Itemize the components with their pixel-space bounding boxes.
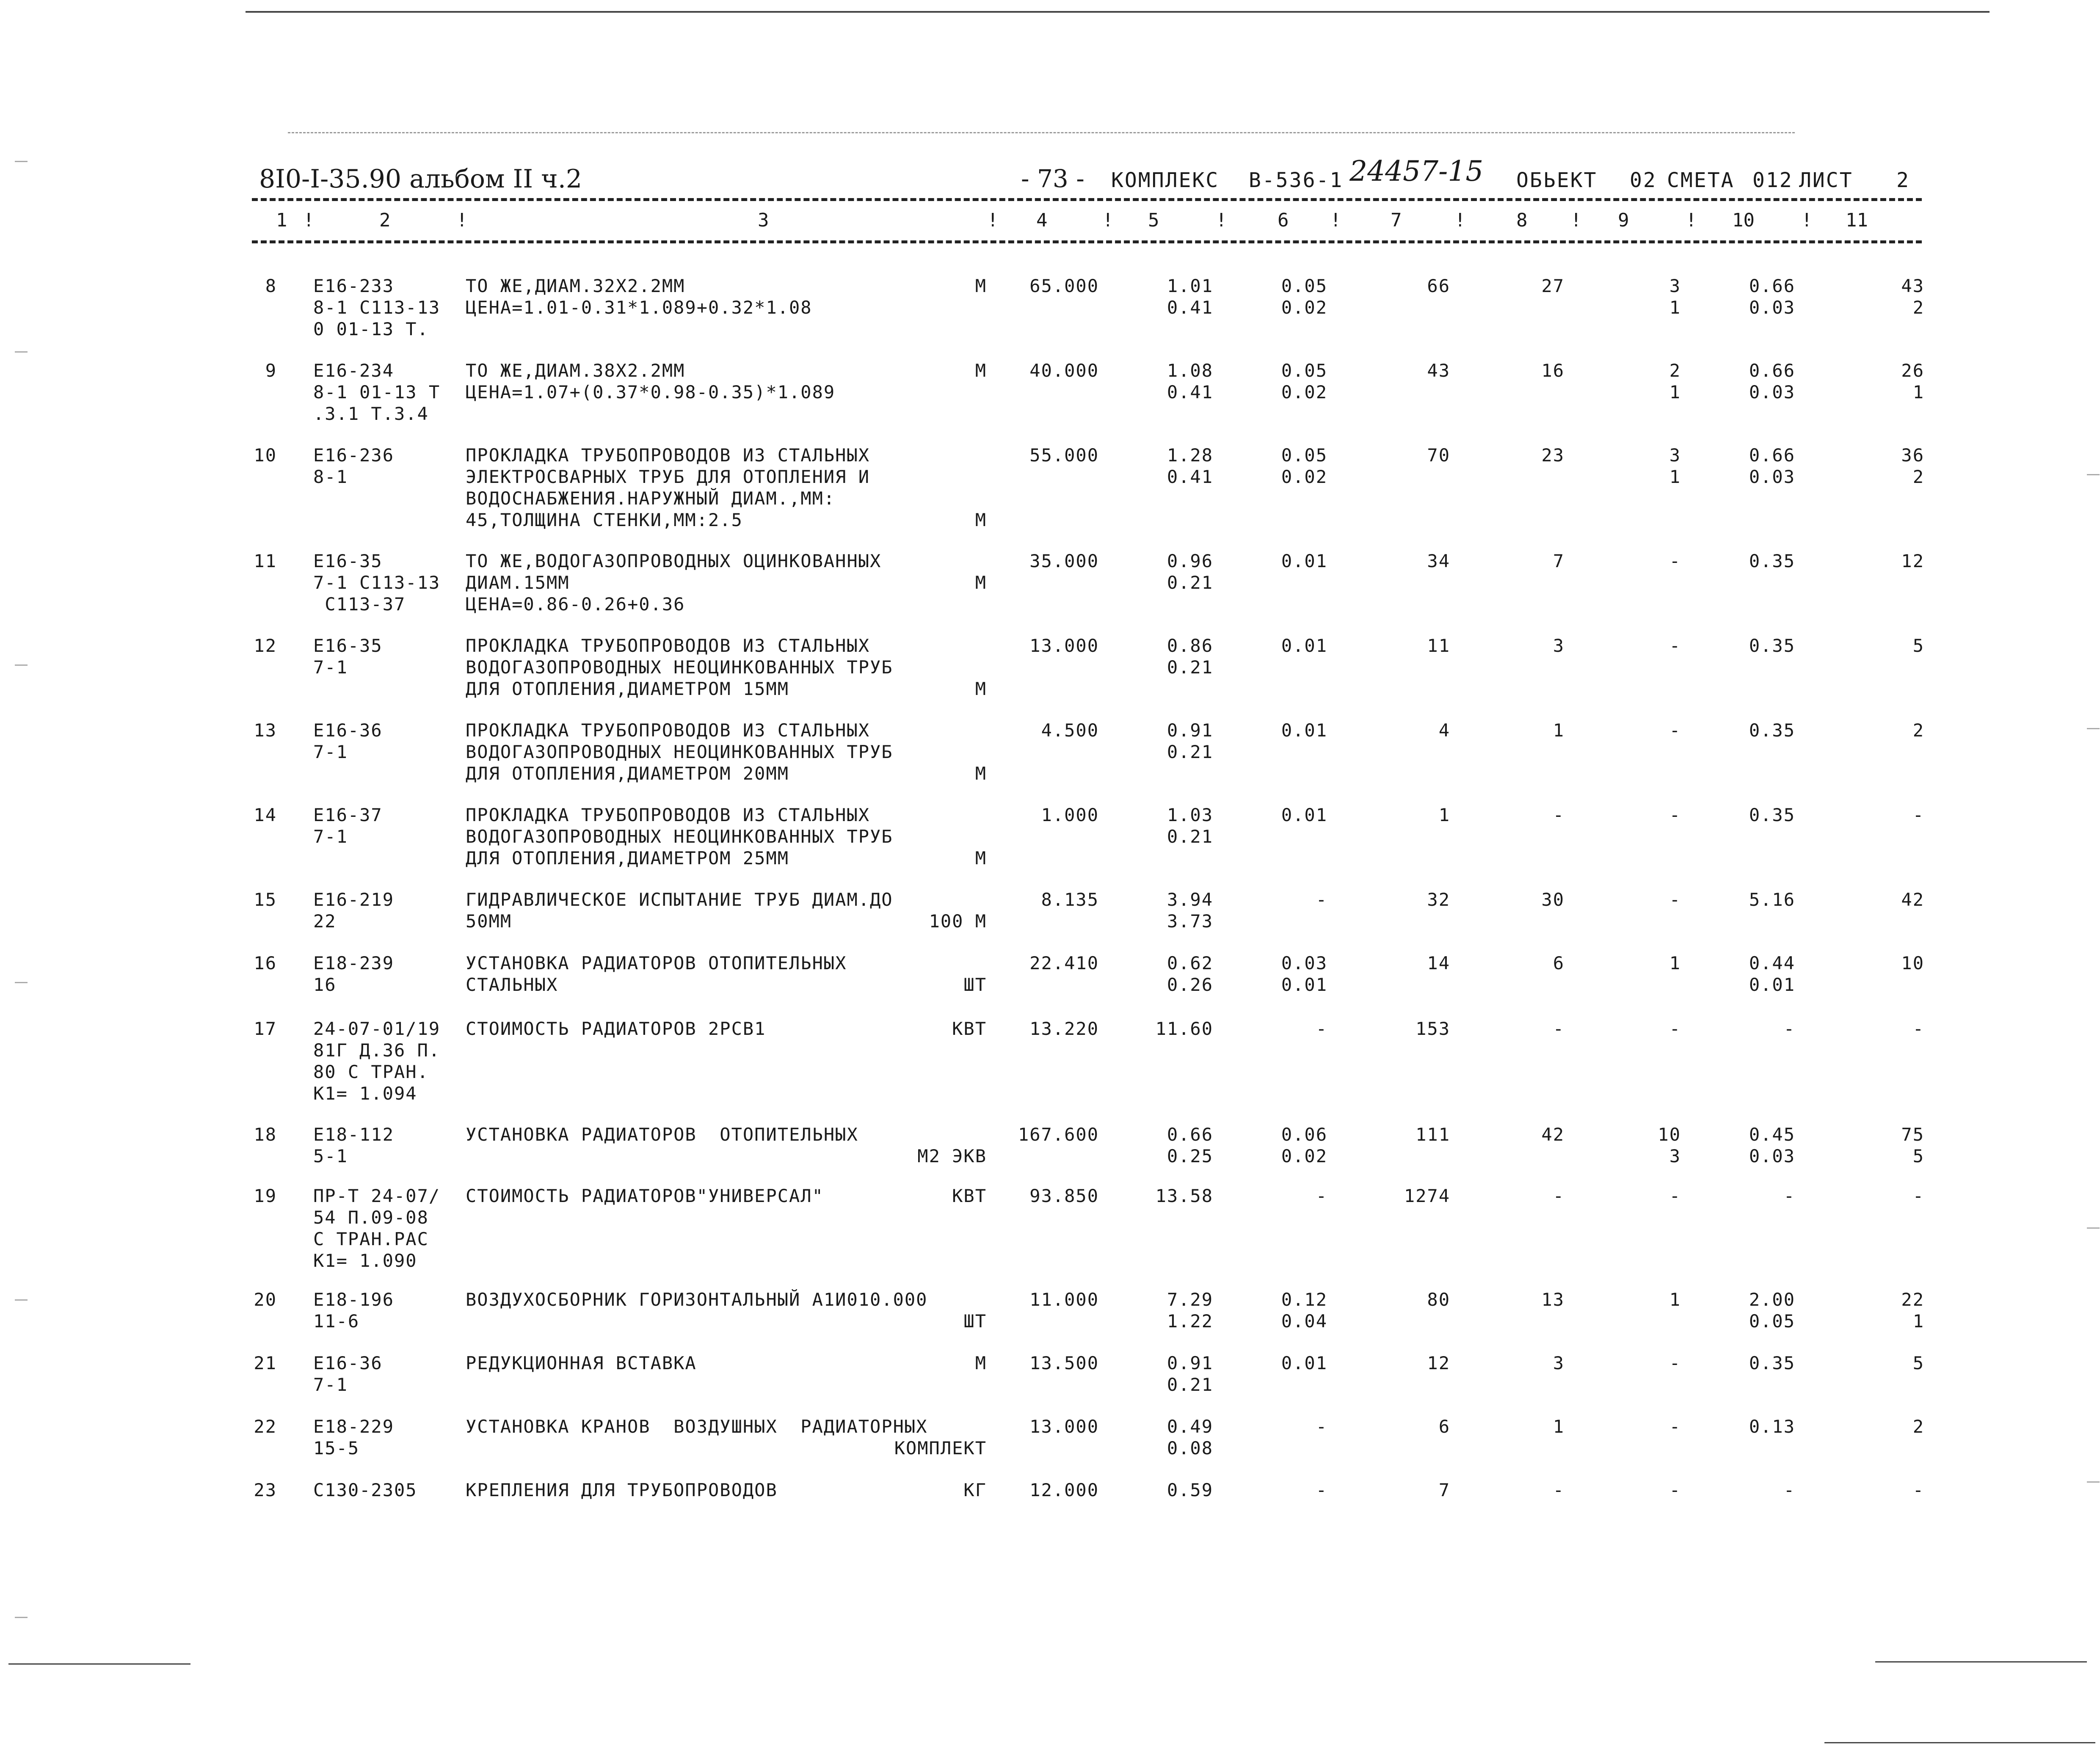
scan-top-edge-line: [246, 11, 1990, 13]
col10-value: 0.66 0.03: [1749, 445, 1795, 487]
scan-bottom-left-line: [8, 1663, 190, 1665]
scan-bottom-right-line: [1875, 1661, 2087, 1663]
col-number: 1: [276, 210, 287, 231]
work-description: ТО ЖЕ,ДИАМ.38Х2.2ММ ЦЕНА=1.07+(0.37*0.98-0.35)*1.089: [466, 360, 836, 403]
col11-value: 5: [1912, 1353, 1924, 1373]
scan-margin-mark: [15, 664, 28, 666]
unit-of-measure: М: [975, 678, 987, 699]
col6-value: -: [1316, 1018, 1327, 1039]
work-description: РЕДУКЦИОННАЯ ВСТАВКА: [466, 1353, 697, 1373]
quantity: 167.600: [1018, 1124, 1099, 1145]
col7-value: 4: [1438, 720, 1450, 741]
norm-code: Е18-196 11-6: [313, 1289, 395, 1332]
work-description: ТО ЖЕ,ВОДОГАЗОПРОВОДНЫХ ОЦИНКОВАННЫХ ДИАМ.15ММ ЦЕНА=0.86-0.26+0.36: [466, 551, 882, 615]
work-description: ПРОКЛАДКА ТРУБОПРОВОДОВ ИЗ СТАЛЬНЫХ ВОДОГАЗОПРОВОДНЫХ НЕОЦИНКОВАННЫХ ТРУБ ДЛЯ ОТОПЛЕНИЯ,ДИАМЕТРОМ 15ММ: [466, 635, 893, 699]
sheet-label: ЛИСТ: [1799, 168, 1853, 192]
col6-value: 0.01: [1281, 551, 1327, 571]
col6-value: -: [1316, 1416, 1327, 1437]
unit-of-measure: 100 М: [929, 911, 987, 932]
quantity: 13.220: [1029, 1018, 1099, 1039]
work-description: ПРОКЛАДКА ТРУБОПРОВОДОВ ИЗ СТАЛЬНЫХ ВОДОГАЗОПРОВОДНЫХ НЕОЦИНКОВАННЫХ ТРУБ ДЛЯ ОТОПЛЕНИЯ,ДИАМЕТРОМ 25ММ: [466, 805, 893, 868]
row-number: 8: [265, 276, 277, 296]
unit-of-measure: КОМПЛЕКТ: [894, 1438, 987, 1459]
col-separator: !: [1102, 210, 1114, 231]
header-rule-bottom: [252, 240, 1922, 243]
col11-value: -: [1912, 805, 1924, 825]
work-description: ГИДРАВЛИЧЕСКОЕ ИСПЫТАНИЕ ТРУБ ДИАМ.ДО 50ММ: [466, 889, 893, 932]
col10-value: 0.44 0.01: [1749, 953, 1795, 995]
estimate-row: [0, 444, 2100, 530]
col11-value: 42: [1901, 889, 1924, 910]
norm-code: Е16-37 7-1: [313, 805, 383, 847]
quantity: 13.500: [1029, 1353, 1099, 1373]
unit-price: 1.28 0.41: [1167, 445, 1213, 487]
col6-value: 0.01: [1281, 635, 1327, 656]
col-separator: !: [303, 210, 315, 231]
col-number: 7: [1391, 210, 1402, 231]
row-number: 12: [254, 635, 277, 656]
col7-value: 1274: [1404, 1186, 1450, 1206]
col-number: 5: [1148, 210, 1159, 231]
quantity: 35.000: [1029, 551, 1099, 571]
quantity: 65.000: [1029, 276, 1099, 296]
unit-of-measure: ШТ: [963, 1311, 987, 1332]
row-number: 9: [265, 360, 277, 381]
col9-value: 3 1: [1669, 445, 1681, 487]
row-number: 15: [254, 889, 277, 910]
row-number: 17: [254, 1018, 277, 1039]
unit-price: 1.08 0.41: [1167, 360, 1213, 403]
row-number: 10: [254, 445, 277, 466]
estimate-row: [0, 1185, 2100, 1271]
norm-code: Е16-236 8-1: [313, 445, 395, 487]
estimate-row: [0, 275, 2100, 339]
unit-price: 13.58: [1155, 1186, 1213, 1206]
col-separator: !: [1330, 210, 1341, 231]
col11-value: 12: [1901, 551, 1924, 571]
estimate-label: СМЕТА: [1667, 168, 1735, 192]
work-description: ПРОКЛАДКА ТРУБОПРОВОДОВ ИЗ СТАЛЬНЫХ ЭЛЕКТРОСВАРНЫХ ТРУБ ДЛЯ ОТОПЛЕНИЯ И ВОДОСНАБЖЕНИЯ.НАРУЖНЫЙ ДИАМ.,ММ: 45,ТОЛЩИНА СТЕНКИ,ММ:2.5: [466, 445, 870, 530]
scan-margin-mark: [15, 351, 28, 353]
col-number: 6: [1278, 210, 1289, 231]
unit-of-measure: М: [975, 360, 987, 381]
col-number: 11: [1846, 210, 1868, 231]
unit-price: 0.59: [1167, 1480, 1213, 1500]
unit-of-measure: М: [975, 572, 987, 593]
col9-value: -: [1669, 1353, 1681, 1373]
quantity: 40.000: [1029, 360, 1099, 381]
unit-of-measure: М: [975, 848, 987, 868]
norm-code: Е16-35 7-1 С113-13 С113-37: [313, 551, 441, 615]
col-separator: !: [1686, 210, 1697, 231]
scan-margin-mark: [15, 1299, 28, 1301]
col11-value: 2: [1912, 1416, 1924, 1437]
work-description: СТОИМОСТЬ РАДИАТОРОВ 2РСВ1: [466, 1018, 766, 1039]
unit-of-measure: М: [975, 276, 987, 296]
unit-price: 0.62 0.26: [1167, 953, 1213, 995]
quantity: 12.000: [1029, 1480, 1099, 1500]
col7-value: 34: [1427, 551, 1450, 571]
col-separator: !: [1570, 210, 1582, 231]
col6-value: 0.05 0.02: [1281, 445, 1327, 487]
col6-value: 0.03 0.01: [1281, 953, 1327, 995]
scan-margin-mark: [2087, 1227, 2100, 1229]
unit-of-measure: ШТ: [963, 974, 987, 995]
col9-value: -: [1669, 1186, 1681, 1206]
col6-value: 0.05 0.02: [1281, 276, 1327, 318]
unit-of-measure: М: [975, 1353, 987, 1373]
col-separator: !: [1216, 210, 1227, 231]
col11-value: -: [1912, 1018, 1924, 1039]
norm-code: Е18-229 15-5: [313, 1416, 395, 1459]
norm-code: Е16-233 8-1 С113-13 0 01-13 Т.: [313, 276, 441, 339]
col9-value: 1: [1669, 953, 1681, 973]
col9-value: -: [1669, 1416, 1681, 1437]
quantity: 13.000: [1029, 1416, 1099, 1437]
col7-value: 1: [1438, 805, 1450, 825]
col8-value: 42: [1541, 1124, 1565, 1145]
col7-value: 80: [1427, 1289, 1450, 1310]
norm-code: Е16-234 8-1 01-13 Т .3.1 Т.3.4: [313, 360, 441, 424]
col6-value: 0.01: [1281, 805, 1327, 825]
norm-code: Е16-36 7-1: [313, 1353, 383, 1395]
row-number: 11: [254, 551, 277, 571]
col6-value: 0.06 0.02: [1281, 1124, 1327, 1166]
col8-value: 27: [1541, 276, 1565, 296]
album-title: 8I0-I-35.90 альбом II ч.2: [259, 164, 582, 194]
col8-value: 30: [1541, 889, 1565, 910]
col11-value: 36 2: [1901, 445, 1924, 487]
col6-value: 0.05 0.02: [1281, 360, 1327, 403]
col9-value: -: [1669, 1018, 1681, 1039]
col11-value: 43 2: [1901, 276, 1924, 318]
unit-price: 1.03 0.21: [1167, 805, 1213, 847]
col7-value: 66: [1427, 276, 1450, 296]
col6-value: 0.01: [1281, 1353, 1327, 1373]
row-number: 14: [254, 805, 277, 825]
quantity: 22.410: [1029, 953, 1099, 973]
col9-value: 2 1: [1669, 360, 1681, 403]
col9-value: -: [1669, 635, 1681, 656]
work-description: СТОИМОСТЬ РАДИАТОРОВ"УНИВЕРСАЛ": [466, 1186, 824, 1206]
col-number: 10: [1732, 210, 1755, 231]
complex-label: КОМПЛЕКС: [1111, 168, 1220, 192]
unit-of-measure: КГ: [963, 1480, 987, 1500]
col-separator: !: [987, 210, 999, 231]
col-number: 2: [379, 210, 391, 231]
col8-value: -: [1553, 805, 1565, 825]
col10-value: 0.35: [1749, 805, 1795, 825]
page-number: - 73 -: [1021, 164, 1084, 193]
scan-margin-mark: [2087, 1481, 2100, 1483]
col9-value: 3 1: [1669, 276, 1681, 318]
col10-value: 0.66 0.03: [1749, 360, 1795, 403]
col7-value: 6: [1438, 1416, 1450, 1437]
col10-value: 2.00 0.05: [1749, 1289, 1795, 1332]
unit-price: 0.91 0.21: [1167, 1353, 1213, 1395]
col10-value: -: [1783, 1480, 1795, 1500]
norm-code: Е16-219 22: [313, 889, 395, 932]
work-description: УСТАНОВКА РАДИАТОРОВ ОТОПИТЕЛЬНЫХ СТАЛЬНЫХ: [466, 953, 847, 995]
norm-code: Е16-36 7-1: [313, 720, 383, 762]
col7-value: 14: [1427, 953, 1450, 973]
norm-code: Е18-112 5-1: [313, 1124, 395, 1166]
unit-of-measure: М: [975, 763, 987, 784]
col-number: 9: [1618, 210, 1629, 231]
estimate-row: [0, 550, 2100, 615]
unit-of-measure: М: [975, 510, 987, 530]
quantity: 13.000: [1029, 635, 1099, 656]
col8-value: 16: [1541, 360, 1565, 381]
col6-value: 0.01: [1281, 720, 1327, 741]
unit-price: 3.94 3.73: [1167, 889, 1213, 932]
col8-value: 7: [1553, 551, 1565, 571]
unit-of-measure: М2 ЭКВ: [917, 1146, 987, 1166]
row-number: 22: [254, 1416, 277, 1437]
col-number: 4: [1036, 210, 1048, 231]
col10-value: -: [1783, 1018, 1795, 1039]
norm-code: ПР-Т 24-07/ 54 П.09-08 С ТРАН.РАС К1= 1.090: [313, 1186, 441, 1271]
header-rule-top: [252, 198, 1922, 201]
scan-margin-mark: [15, 982, 28, 983]
col8-value: -: [1553, 1480, 1565, 1500]
row-number: 19: [254, 1186, 277, 1206]
quantity: 55.000: [1029, 445, 1099, 466]
col9-value: 1: [1669, 1289, 1681, 1310]
quantity: 8.135: [1041, 889, 1099, 910]
handwritten-number: 24457-15: [1349, 155, 1484, 187]
quantity: 1.000: [1041, 805, 1099, 825]
col9-value: -: [1669, 720, 1681, 741]
col7-value: 32: [1427, 889, 1450, 910]
row-number: 16: [254, 953, 277, 973]
object-label: ОБЬЕКТ: [1516, 168, 1598, 192]
col7-value: 43: [1427, 360, 1450, 381]
col9-value: -: [1669, 805, 1681, 825]
col8-value: 1: [1553, 1416, 1565, 1437]
col11-value: 22 1: [1901, 1289, 1924, 1332]
estimate-row: [0, 1479, 2100, 1500]
col7-value: 153: [1416, 1018, 1450, 1039]
unit-price: 1.01 0.41: [1167, 276, 1213, 318]
row-number: 23: [254, 1480, 277, 1500]
scan-margin-mark: [2087, 474, 2100, 475]
col-separator: !: [1454, 210, 1466, 231]
quantity: 11.000: [1029, 1289, 1099, 1310]
col11-value: 75 5: [1901, 1124, 1924, 1166]
unit-price: 0.66 0.25: [1167, 1124, 1213, 1166]
unit-price: 0.96 0.21: [1167, 551, 1213, 593]
col-separator: !: [1801, 210, 1813, 231]
col8-value: -: [1553, 1018, 1565, 1039]
col9-value: -: [1669, 889, 1681, 910]
scan-bottom-right-line: [1824, 1742, 2095, 1743]
col10-value: 0.13: [1749, 1416, 1795, 1437]
complex-code: В-536-1: [1249, 168, 1344, 192]
col10-value: 0.45 0.03: [1749, 1124, 1795, 1166]
object-number: 02: [1630, 168, 1657, 192]
quantity: 4.500: [1041, 720, 1099, 741]
col8-value: 13: [1541, 1289, 1565, 1310]
col7-value: 7: [1438, 1480, 1450, 1500]
col11-value: 10: [1901, 953, 1924, 973]
estimate-number: 012: [1752, 168, 1793, 192]
norm-code: С130-2305: [313, 1480, 417, 1500]
norm-code: Е18-239 16: [313, 953, 395, 995]
unit-price: 7.29 1.22: [1167, 1289, 1213, 1332]
work-description: ВОЗДУХОСБОРНИК ГОРИЗОНТАЛЬНЫЙ А1И010.000: [466, 1289, 928, 1310]
col10-value: 0.35: [1749, 551, 1795, 571]
col10-value: 0.35: [1749, 635, 1795, 656]
col10-value: 5.16: [1749, 889, 1795, 910]
unit-price: 0.49 0.08: [1167, 1416, 1213, 1459]
col6-value: -: [1316, 1480, 1327, 1500]
sheet-number: 2: [1896, 168, 1910, 192]
work-description: ПРОКЛАДКА ТРУБОПРОВОДОВ ИЗ СТАЛЬНЫХ ВОДОГАЗОПРОВОДНЫХ НЕОЦИНКОВАННЫХ ТРУБ ДЛЯ ОТОПЛЕНИЯ,ДИАМЕТРОМ 20ММ: [466, 720, 893, 784]
col6-value: 0.12 0.04: [1281, 1289, 1327, 1332]
col10-value: 0.35: [1749, 720, 1795, 741]
scan-margin-mark: [15, 161, 28, 162]
col7-value: 111: [1416, 1124, 1450, 1145]
col11-value: 2: [1912, 720, 1924, 741]
norm-code: 24-07-01/19 81Г Д.36 П. 80 С ТРАН. К1= 1.094: [313, 1018, 441, 1104]
unit-price: 11.60: [1155, 1018, 1213, 1039]
col10-value: -: [1783, 1186, 1795, 1206]
row-number: 20: [254, 1289, 277, 1310]
col9-value: 10 3: [1658, 1124, 1681, 1166]
quantity: 93.850: [1029, 1186, 1099, 1206]
estimate-row: [0, 804, 2100, 868]
col9-value: -: [1669, 1480, 1681, 1500]
col-number: 8: [1516, 210, 1528, 231]
unit-of-measure: КВТ: [952, 1018, 987, 1039]
col6-value: -: [1316, 1186, 1327, 1206]
col11-value: -: [1912, 1186, 1924, 1206]
row-number: 13: [254, 720, 277, 741]
work-description: ТО ЖЕ,ДИАМ.32Х2.2ММ ЦЕНА=1.01-0.31*1.089+0.32*1.08: [466, 276, 812, 318]
unit-price: 0.86 0.21: [1167, 635, 1213, 678]
row-number: 18: [254, 1124, 277, 1145]
col11-value: 26 1: [1901, 360, 1924, 403]
estimate-row: [0, 952, 2100, 995]
work-description: КРЕПЛЕНИЯ ДЛЯ ТРУБОПРОВОДОВ: [466, 1480, 778, 1500]
scan-margin-mark: [15, 1617, 28, 1618]
col8-value: 6: [1553, 953, 1565, 973]
col7-value: 11: [1427, 635, 1450, 656]
col-number: 3: [758, 210, 769, 231]
scan-faint-dashed-line: [288, 132, 1795, 133]
estimate-row: [0, 1352, 2100, 1395]
col7-value: 70: [1427, 445, 1450, 466]
scan-margin-mark: [2087, 728, 2100, 729]
col8-value: 3: [1553, 635, 1565, 656]
unit-price: 0.91 0.21: [1167, 720, 1213, 762]
col10-value: 0.66 0.03: [1749, 276, 1795, 318]
col10-value: 0.35: [1749, 1353, 1795, 1373]
work-description: УСТАНОВКА РАДИАТОРОВ ОТОПИТЕЛЬНЫХ: [466, 1124, 858, 1145]
col9-value: -: [1669, 551, 1681, 571]
work-description: УСТАНОВКА КРАНОВ ВОЗДУШНЫХ РАДИАТОРНЫХ: [466, 1416, 928, 1437]
col6-value: -: [1316, 889, 1327, 910]
col8-value: 3: [1553, 1353, 1565, 1373]
col11-value: -: [1912, 1480, 1924, 1500]
col8-value: -: [1553, 1186, 1565, 1206]
col8-value: 1: [1553, 720, 1565, 741]
col11-value: 5: [1912, 635, 1924, 656]
col8-value: 23: [1541, 445, 1565, 466]
col-separator: !: [456, 210, 468, 231]
row-number: 21: [254, 1353, 277, 1373]
unit-of-measure: КВТ: [952, 1186, 987, 1206]
col7-value: 12: [1427, 1353, 1450, 1373]
norm-code: Е16-35 7-1: [313, 635, 383, 678]
